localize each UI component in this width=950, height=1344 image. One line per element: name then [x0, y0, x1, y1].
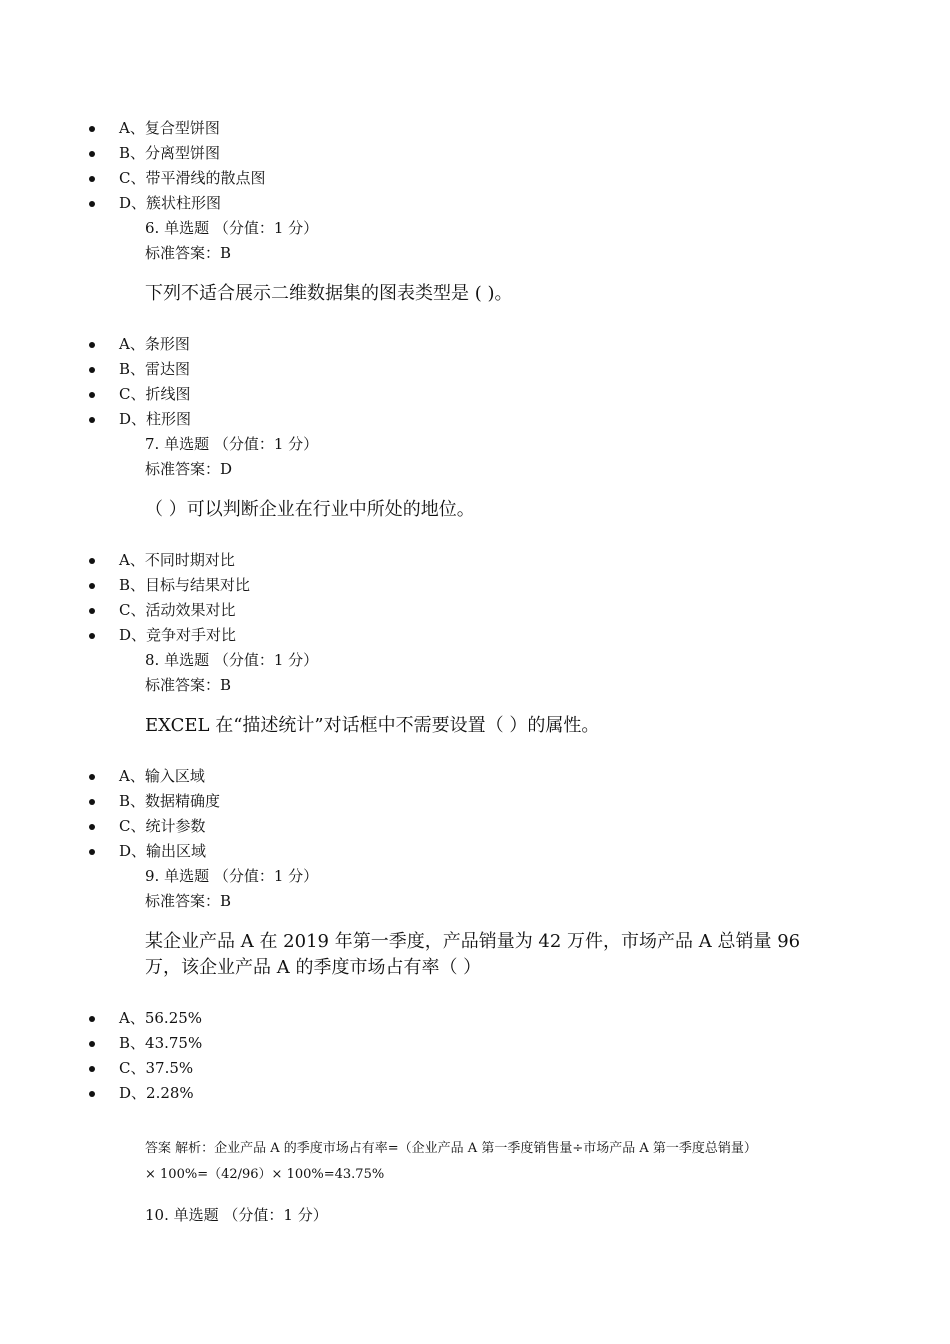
q7-option-b: B、目标与结果对比: [119, 576, 251, 594]
q8-option-d: D、输出区域: [119, 842, 207, 860]
q5-option-c: C、带平滑线的散点图: [119, 169, 266, 187]
q7-option-a: A、不同时期对比: [119, 551, 235, 569]
q8-option-b: B、数据精确度: [119, 792, 221, 810]
q7-header: 7. 单选题 （分值：1 分）: [145, 435, 319, 453]
q5-option-b: B、分离型饼图: [119, 144, 221, 162]
bullet: [89, 1041, 95, 1047]
q10-header: 10. 单选题 （分值：1 分）: [145, 1206, 328, 1224]
bullet: [89, 1091, 95, 1097]
q6-option-a: A、条形图: [119, 335, 190, 353]
bullet: [89, 417, 95, 423]
bullet: [89, 1066, 95, 1072]
q7-stem: （ ）可以判断企业在行业中所处的地位。: [145, 499, 475, 520]
q6-option-d: D、柱形图: [119, 410, 192, 428]
q9-explanation-line-1: 答案 解析：企业产品 A 的季度市场占有率=（企业产品 A 第一季度销售量÷市场产品 A 第一季度总销量）: [145, 1141, 757, 1156]
q8-header: 8. 单选题 （分值：1 分）: [145, 651, 319, 669]
bullet: [89, 583, 95, 589]
bullet: [89, 342, 95, 348]
q5-option-a: A、复合型饼图: [119, 119, 220, 137]
q8-option-c: C、统计参数: [119, 817, 206, 835]
bullet: [89, 367, 95, 373]
bullet: [89, 176, 95, 182]
q5-option-d: D、簇状柱形图: [119, 194, 222, 212]
bullet: [89, 608, 95, 614]
q9-option-b: B、43.75%: [119, 1034, 203, 1052]
q8-answer: 标准答案：B: [145, 676, 232, 694]
q7-answer: 标准答案：D: [145, 460, 233, 478]
bullet: [89, 201, 95, 207]
bullet: [89, 1016, 95, 1022]
q6-answer: 标准答案：B: [145, 244, 232, 262]
q7-option-d: D、竞争对手对比: [119, 626, 237, 644]
bullet: [89, 392, 95, 398]
q6-stem: 下列不适合展示二维数据集的图表类型是 ( )。: [145, 283, 513, 304]
bullet: [89, 774, 95, 780]
bullet: [89, 849, 95, 855]
bullet: [89, 558, 95, 564]
q6-option-b: B、雷达图: [119, 360, 191, 378]
bullet: [89, 151, 95, 157]
q9-option-a: A、56.25%: [119, 1009, 203, 1027]
q9-stem-line-1: 某企业产品 A 在 2019 年第一季度，产品销量为 42 万件，市场产品 A 总销量 96: [145, 931, 801, 952]
bullet: [89, 633, 95, 639]
q9-stem-line-2: 万，该企业产品 A 的季度市场占有率（ ）: [145, 957, 482, 978]
bullet: [89, 126, 95, 132]
q8-stem: EXCEL 在“描述统计”对话框中不需要设置（ ）的属性。: [145, 715, 600, 736]
q9-header: 9. 单选题 （分值：1 分）: [145, 867, 319, 885]
q9-option-d: D、2.28%: [119, 1084, 194, 1102]
q6-option-c: C、折线图: [119, 385, 191, 403]
bullet: [89, 799, 95, 805]
q8-option-a: A、输入区域: [119, 767, 205, 785]
bullet: [89, 824, 95, 830]
q9-explanation-line-2: × 100%=（42/96）× 100%=43.75%: [145, 1167, 385, 1182]
q9-option-c: C、37.5%: [119, 1059, 194, 1077]
q9-answer: 标准答案：B: [145, 892, 232, 910]
q6-header: 6. 单选题 （分值：1 分）: [145, 219, 319, 237]
q7-option-c: C、活动效果对比: [119, 601, 236, 619]
